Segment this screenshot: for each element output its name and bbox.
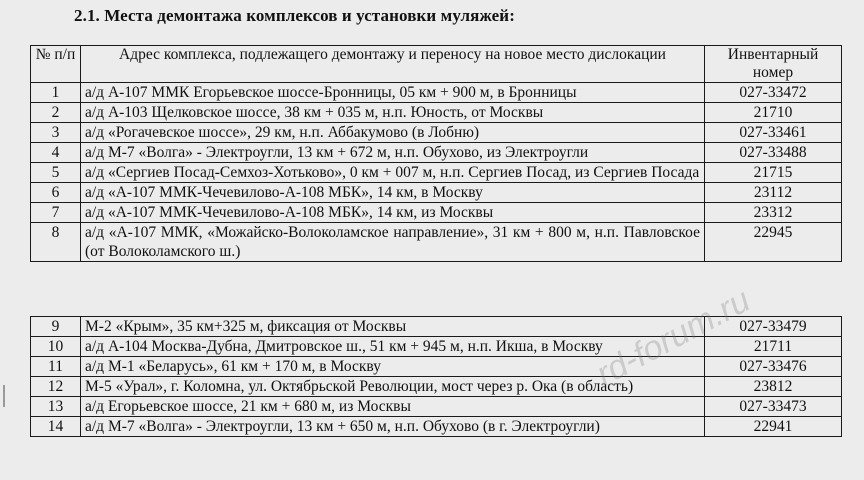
table-row <box>31 123 842 143</box>
row-number: 7 <box>31 203 81 223</box>
watermark: rd-forum.ru <box>590 281 757 394</box>
row-address: а/д А-107 ММК Егорьевское шоссе-Бронницы, 05 км + 900 м, в Бронницы <box>81 83 705 103</box>
column-header-number: № п/п <box>31 46 81 83</box>
table-row <box>31 377 842 397</box>
table-header-row <box>31 46 842 83</box>
row-address: а/д А-104 Москва-Дубна, Дмитровское ш., 51 км + 945 м, н.п. Икша, в Москву <box>81 337 705 357</box>
row-address: а/д «А-107 ММК, «Можайско-Волоколамское направление», 31 км + 800 м, н.п. Павловское (от Волоколамского ш.) <box>81 223 705 262</box>
table-row <box>31 397 842 417</box>
row-number: 5 <box>31 163 81 183</box>
row-inventory-number: 21710 <box>705 103 842 123</box>
row-address: а/д Егорьевское шоссе, 21 км + 680 м, из Москвы <box>81 397 705 417</box>
table-row <box>31 183 842 203</box>
row-inventory-number: 23312 <box>705 203 842 223</box>
margin-marker <box>3 385 5 407</box>
row-inventory-number: 21711 <box>705 337 842 357</box>
row-inventory-number: 027-33473 <box>705 397 842 417</box>
row-inventory-number: 22941 <box>705 417 842 437</box>
row-address: М-2 «Крым», 35 км+325 м, фиксация от Москвы <box>81 317 705 337</box>
row-inventory-number: 027-33476 <box>705 357 842 377</box>
row-inventory-number: 22945 <box>705 223 842 262</box>
column-header-address: Адрес комплекса, подлежащего демонтажу и переносу на новое место дислокации <box>81 46 705 83</box>
row-number: 8 <box>31 223 81 262</box>
row-number: 13 <box>31 397 81 417</box>
row-inventory-number: 23812 <box>705 377 842 397</box>
row-number: 4 <box>31 143 81 163</box>
section-heading: 2.1. Места демонтажа комплексов и установки муляжей: <box>74 6 515 25</box>
table-row <box>31 163 842 183</box>
row-address: а/д «Рогачевское шоссе», 29 км, н.п. Аббакумово (в Лобню) <box>81 123 705 143</box>
row-address: а/д «Сергиев Посад-Семхоз-Хотьково», 0 км + 007 м, н.п. Сергиев Посад, из Сергиев Посада <box>81 163 705 183</box>
row-number: 2 <box>31 103 81 123</box>
row-inventory-number: 027-33479 <box>705 317 842 337</box>
row-inventory-number: 027-33472 <box>705 83 842 103</box>
row-number: 10 <box>31 337 81 357</box>
column-header-inventory: Инвентарный номер <box>705 46 842 83</box>
table-row <box>31 337 842 357</box>
row-number: 14 <box>31 417 81 437</box>
row-number: 12 <box>31 377 81 397</box>
row-number: 6 <box>31 183 81 203</box>
table-row <box>31 143 842 163</box>
row-address: а/д А-103 Щелковское шоссе, 38 км + 035 м, н.п. Юность, от Москвы <box>81 103 705 123</box>
row-number: 3 <box>31 123 81 143</box>
row-address: а/д М-7 «Волга» - Электроугли, 13 км + 672 м, н.п. Обухово, из Электроугли <box>81 143 705 163</box>
row-number: 9 <box>31 317 81 337</box>
table-row <box>31 417 842 437</box>
row-inventory-number: 21715 <box>705 163 842 183</box>
row-inventory-number: 027-33488 <box>705 143 842 163</box>
table-row <box>31 83 842 103</box>
row-address: а/д «А-107 ММК-Чечевилово-А-108 МБК», 14 км, в Москву <box>81 183 705 203</box>
row-address: а/д М-1 «Беларусь», 61 км + 170 м, в Москву <box>81 357 705 377</box>
dismantling-table-part-2 <box>30 316 842 437</box>
row-number: 11 <box>31 357 81 377</box>
table-row <box>31 103 842 123</box>
row-address: а/д М-7 «Волга» - Электроугли, 13 км + 650 м, н.п. Обухово (в г. Электроугли) <box>81 417 705 437</box>
row-address: М-5 «Урал», г. Коломна, ул. Октябрьской Революции, мост через р. Ока (в область) <box>81 377 705 397</box>
dismantling-table-part-1 <box>30 45 842 262</box>
row-inventory-number: 027-33461 <box>705 123 842 143</box>
row-inventory-number: 23112 <box>705 183 842 203</box>
table-row <box>31 357 842 377</box>
row-address: а/д «А-107 ММК-Чечевилово-А-108 МБК», 14 км, из Москвы <box>81 203 705 223</box>
row-number: 1 <box>31 83 81 103</box>
table-row <box>31 203 842 223</box>
table-row <box>31 223 842 262</box>
table-row <box>31 317 842 337</box>
